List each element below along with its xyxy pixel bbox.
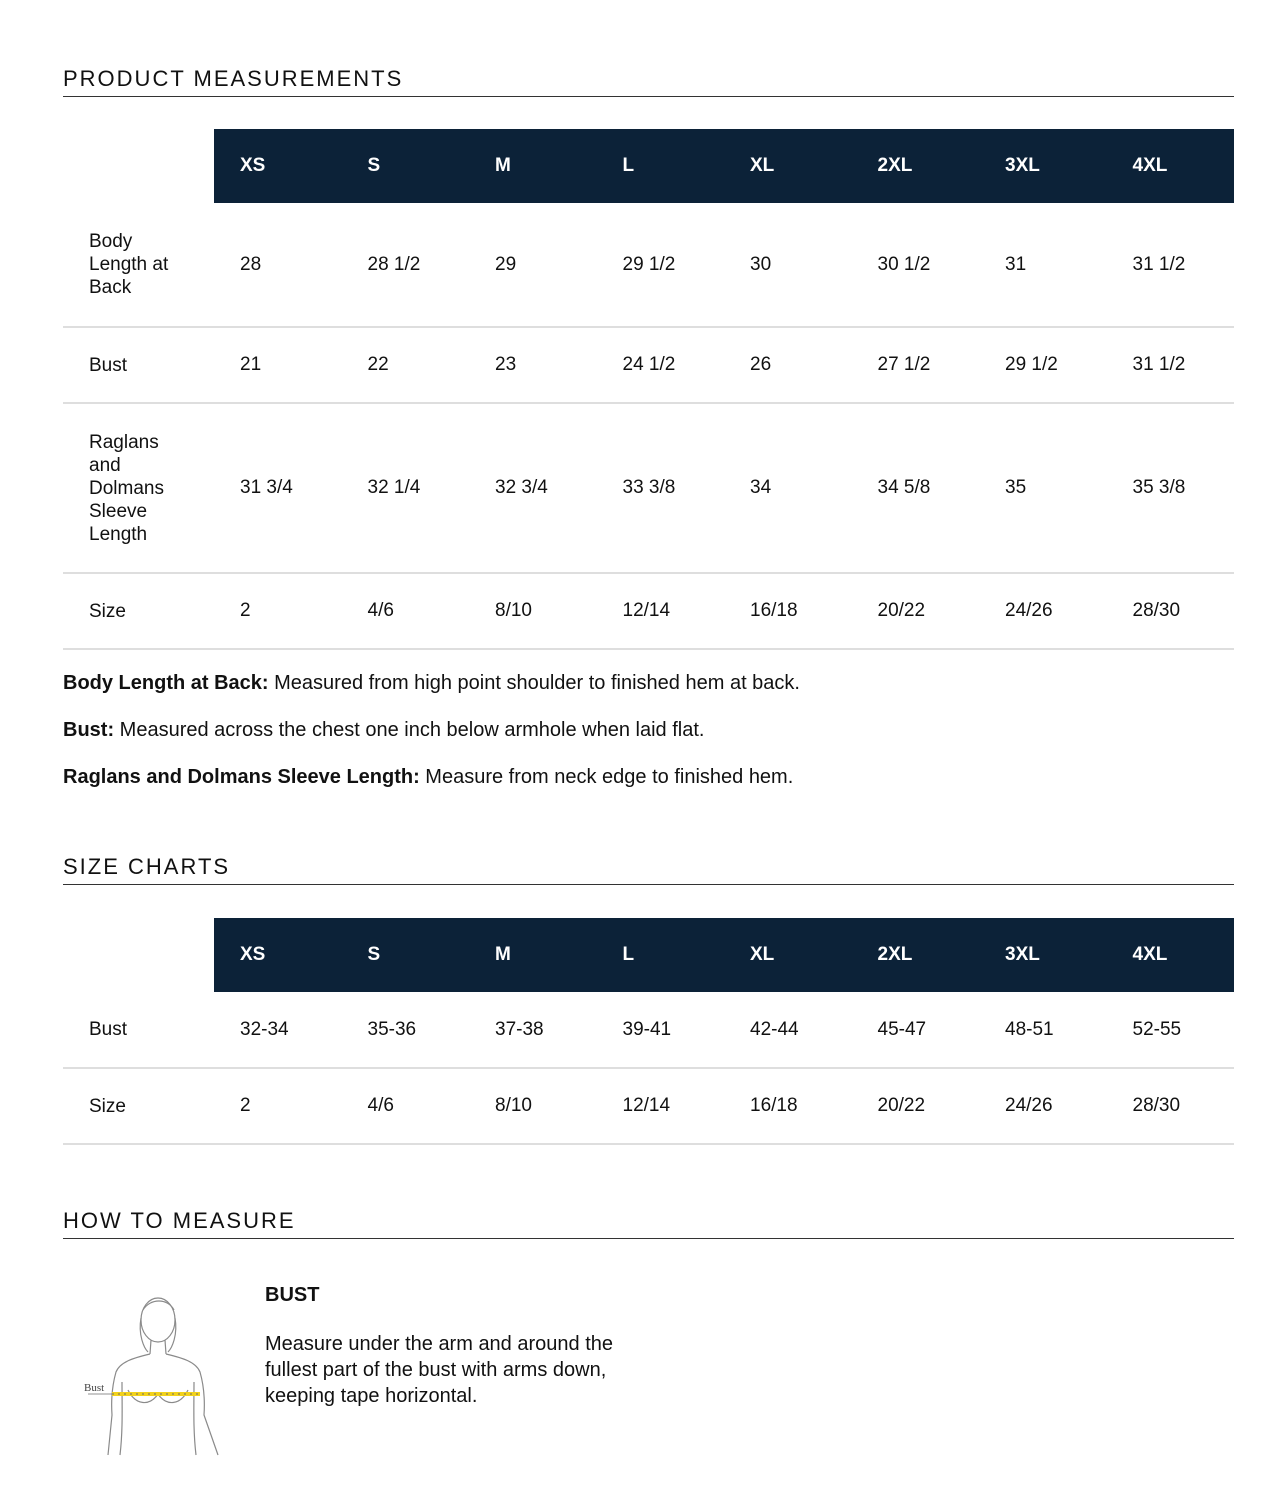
- table-cell: 37-38: [469, 992, 597, 1068]
- table-cell: 22: [342, 327, 470, 403]
- note-term: Body Length at Back:: [63, 672, 269, 694]
- table-cell: 33 3/8: [597, 403, 725, 573]
- header-size-m: M: [469, 918, 597, 992]
- table-cell: 28: [214, 203, 342, 327]
- header-size-xs: XS: [214, 129, 342, 203]
- product-measurements-title: PRODUCT MEASUREMENTS: [63, 66, 1234, 97]
- product-measurements-table: [63, 129, 1234, 650]
- table-row: [63, 1068, 1234, 1144]
- table-cell: 28 1/2: [342, 203, 470, 327]
- table-cell: 24/26: [979, 573, 1107, 649]
- table-cell: 29 1/2: [597, 203, 725, 327]
- table-cell: 29 1/2: [979, 327, 1107, 403]
- note-text: Measured from high point shoulder to finished hem at back.: [268, 672, 800, 694]
- table-cell: 35: [979, 403, 1107, 573]
- table-cell: 31 1/2: [1107, 327, 1235, 403]
- table-cell: 12/14: [597, 573, 725, 649]
- header-size-xs: XS: [214, 918, 342, 992]
- bust-instructions: Measure under the arm and around the fullest part of the bust with arms down, keeping tape horizontal.: [265, 1333, 613, 1407]
- header-size-3xl: 3XL: [979, 129, 1107, 203]
- note-body-length: [63, 670, 1234, 696]
- table-cell: 30: [724, 203, 852, 327]
- row-label: Bust: [63, 327, 214, 403]
- table-row: [63, 573, 1234, 649]
- size-charts-table: [63, 918, 1234, 1145]
- table-cell: 26: [724, 327, 852, 403]
- table-cell: 12/14: [597, 1068, 725, 1144]
- row-label: Bust: [63, 992, 214, 1068]
- table-cell: 20/22: [852, 573, 980, 649]
- table-cell: 24 1/2: [597, 327, 725, 403]
- size-charts-title: SIZE CHARTS: [63, 854, 1234, 885]
- table-row: [63, 403, 1234, 573]
- table-cell: 35-36: [342, 992, 470, 1068]
- note-text: Measure from neck edge to finished hem.: [419, 766, 794, 788]
- table-cell: 4/6: [342, 1068, 470, 1144]
- header-size-s: S: [342, 129, 470, 203]
- table-cell: 24/26: [979, 1068, 1107, 1144]
- bust-figure-illustration-icon: [78, 1290, 228, 1460]
- how-to-measure-title: HOW TO MEASURE: [63, 1208, 1234, 1239]
- table-cell: 45-47: [852, 992, 980, 1068]
- header-size-l: L: [597, 918, 725, 992]
- table-cell: 32-34: [214, 992, 342, 1068]
- note-term: Bust:: [63, 719, 115, 741]
- table-cell: 20/22: [852, 1068, 980, 1144]
- header-size-s: S: [342, 918, 470, 992]
- header-size-4xl: 4XL: [1107, 129, 1235, 203]
- note-bust: [63, 717, 1234, 743]
- header-size-xl: XL: [724, 918, 852, 992]
- table-header-row: [63, 129, 1234, 203]
- header-blank-cell: [63, 918, 214, 992]
- header-blank-cell: [63, 129, 214, 203]
- table-cell: 2: [214, 1068, 342, 1144]
- table-cell: 28/30: [1107, 573, 1235, 649]
- bust-heading: BUST: [265, 1284, 320, 1306]
- table-row: [63, 203, 1234, 327]
- row-label: Body Length at Back: [63, 203, 214, 327]
- table-cell: 34 5/8: [852, 403, 980, 573]
- table-cell: 21: [214, 327, 342, 403]
- table-cell: 28/30: [1107, 1068, 1235, 1144]
- row-label: Size: [63, 1068, 214, 1144]
- table-cell: 23: [469, 327, 597, 403]
- measurement-notes: [63, 670, 1234, 811]
- table-cell: 39-41: [597, 992, 725, 1068]
- table-cell: 52-55: [1107, 992, 1235, 1068]
- table-cell: 16/18: [724, 1068, 852, 1144]
- table-cell: 16/18: [724, 573, 852, 649]
- table-row: [63, 327, 1234, 403]
- table-header-row: [63, 918, 1234, 992]
- table-cell: 31 3/4: [214, 403, 342, 573]
- table-cell: 8/10: [469, 573, 597, 649]
- header-size-3xl: 3XL: [979, 918, 1107, 992]
- table-cell: 32 3/4: [469, 403, 597, 573]
- figure-bust-label: Bust: [84, 1382, 105, 1394]
- note-sleeve-length: [63, 764, 1234, 790]
- note-text: Measured across the chest one inch below armhole when laid flat.: [114, 719, 705, 741]
- table-cell: 31 1/2: [1107, 203, 1235, 327]
- header-size-4xl: 4XL: [1107, 918, 1235, 992]
- table-cell: 48-51: [979, 992, 1107, 1068]
- table-cell: 32 1/4: [342, 403, 470, 573]
- table-cell: 29: [469, 203, 597, 327]
- header-size-2xl: 2XL: [852, 129, 980, 203]
- table-cell: 30 1/2: [852, 203, 980, 327]
- table-cell: 27 1/2: [852, 327, 980, 403]
- table-cell: 34: [724, 403, 852, 573]
- table-row: [63, 992, 1234, 1068]
- table-cell: 31: [979, 203, 1107, 327]
- table-cell: 42-44: [724, 992, 852, 1068]
- header-size-l: L: [597, 129, 725, 203]
- note-term: Raglans and Dolmans Sleeve Length:: [63, 766, 420, 788]
- header-size-2xl: 2XL: [852, 918, 980, 992]
- header-size-m: M: [469, 129, 597, 203]
- row-label: Raglans and Dolmans Sleeve Length: [63, 403, 214, 573]
- row-label: Size: [63, 573, 214, 649]
- header-size-xl: XL: [724, 129, 852, 203]
- table-cell: 2: [214, 573, 342, 649]
- table-cell: 35 3/8: [1107, 403, 1235, 573]
- table-cell: 8/10: [469, 1068, 597, 1144]
- table-cell: 4/6: [342, 573, 470, 649]
